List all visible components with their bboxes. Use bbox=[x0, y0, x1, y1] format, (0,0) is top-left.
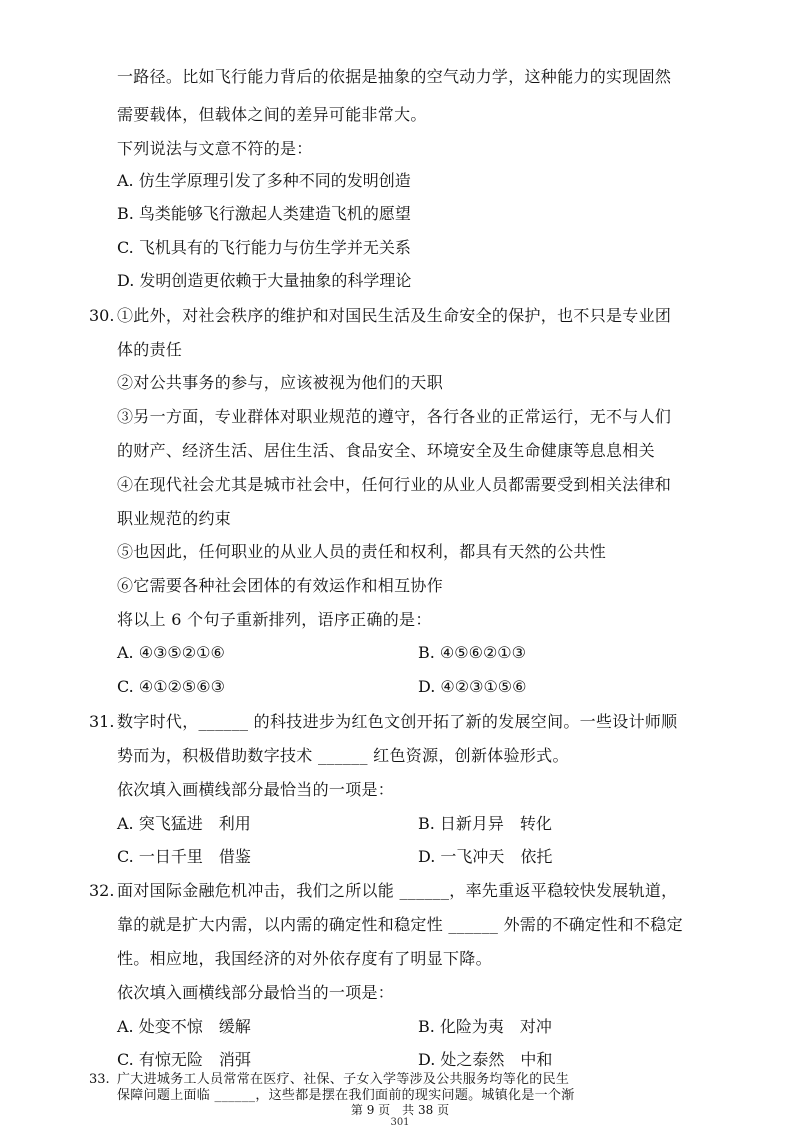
option-d: D. 一飞冲天 依托 bbox=[418, 847, 553, 866]
sentence-2: ②对公共事务的参与，应该被视为他们的天职 bbox=[117, 373, 444, 392]
option-b: B. 日新月异 转化 bbox=[418, 814, 552, 833]
passage-line: 需要载体，但载体之间的差异可能非常大。 bbox=[117, 105, 427, 124]
sentence-3-cont: 的财产、经济生活、居住生活、食品安全、环境安全及生命健康等息息相关 bbox=[117, 441, 655, 460]
question-text: 性。相应地，我国经济的对外依存度有了明显下降。 bbox=[117, 949, 492, 968]
option-a: A. 突飞猛进 利用 bbox=[117, 814, 251, 833]
page-number: 301 bbox=[390, 1117, 410, 1128]
question-text: 面对国际金融危机冲击，我们之所以能 ______，率先重返平稳较快发展轨道， bbox=[117, 881, 678, 900]
question-text: 保障问题上面临 ______，这些都是摆在我们面前的现实问题。城镇化是一个渐 bbox=[117, 1088, 575, 1103]
page-footer: 第 9 页 共 38 页 bbox=[350, 1103, 450, 1117]
question-prompt: 下列说法与文意不符的是： bbox=[117, 139, 313, 158]
sentence-5: ⑤也因此，任何职业的从业人员的责任和权利，都具有天然的公共性 bbox=[117, 542, 607, 561]
question-text: 势而为，积极借助数字技术 ______ 红色资源，创新体验形式。 bbox=[117, 746, 569, 765]
question-prompt: 依次填入画横线部分最恰当的一项是： bbox=[117, 983, 395, 1002]
sentence-6: ⑥它需要各种社会团体的有效运作和相互协作 bbox=[117, 576, 444, 595]
passage-line: 一路径。比如飞行能力背后的依据是抽象的空气动力学，这种能力的实现固然 bbox=[117, 67, 672, 86]
option-d: D. ④②③①⑤⑥ bbox=[418, 677, 527, 696]
sentence-4: ④在现代社会尤其是城市社会中，任何行业的从业人员都需要受到相关法律和 bbox=[117, 475, 672, 494]
option-c: C. 有惊无险 消弭 bbox=[117, 1050, 251, 1069]
option-c: C. 一日千里 借鉴 bbox=[117, 847, 251, 866]
sentence-3: ③另一方面，专业群体对职业规范的遵守，各行各业的正常运行，无不与人们 bbox=[117, 407, 672, 426]
option-b: B. 鸟类能够飞行激起人类建造飞机的愿望 bbox=[117, 204, 411, 223]
option-c: C. 飞机具有的飞行能力与仿生学并无关系 bbox=[117, 238, 411, 257]
option-a: A. 处变不惊 缓解 bbox=[117, 1017, 251, 1036]
option-d: D. 处之泰然 中和 bbox=[418, 1050, 553, 1069]
question-number: 30. bbox=[89, 306, 115, 325]
question-prompt: 依次填入画横线部分最恰当的一项是： bbox=[117, 780, 395, 799]
question-number: 32. bbox=[89, 881, 115, 900]
option-a: A. 仿生学原理引发了多种不同的发明创造 bbox=[117, 171, 411, 190]
option-b: B. 化险为夷 对冲 bbox=[418, 1017, 552, 1036]
option-c: C. ④①②⑤⑥③ bbox=[117, 677, 225, 696]
question-prompt: 将以上 6 个句子重新排列，语序正确的是： bbox=[117, 610, 432, 629]
option-a: A. ④③⑤②①⑥ bbox=[117, 643, 225, 662]
question-number: 33. bbox=[89, 1072, 110, 1087]
sentence-1: ①此外，对社会秩序的维护和对国民生活及生命安全的保护，也不只是专业团 bbox=[117, 306, 672, 325]
option-b: B. ④⑤⑥②①③ bbox=[418, 643, 526, 662]
option-d: D. 发明创造更依赖于大量抽象的科学理论 bbox=[117, 271, 412, 290]
question-text: 靠的就是扩大内需，以内需的确定性和稳定性 ______ 外需的不确定性和不稳定 bbox=[117, 915, 683, 934]
sentence-4-cont: 职业规范的约束 bbox=[117, 509, 232, 528]
question-number: 31. bbox=[89, 712, 115, 731]
sentence-1-cont: 体的责任 bbox=[117, 340, 183, 359]
question-text: 广大进城务工人员常常在医疗、社保、子女入学等涉及公共服务均等化的民生 bbox=[117, 1072, 570, 1087]
question-text: 数字时代，______ 的科技进步为红色文创开拓了新的发展空间。一些设计师顺 bbox=[117, 712, 678, 731]
